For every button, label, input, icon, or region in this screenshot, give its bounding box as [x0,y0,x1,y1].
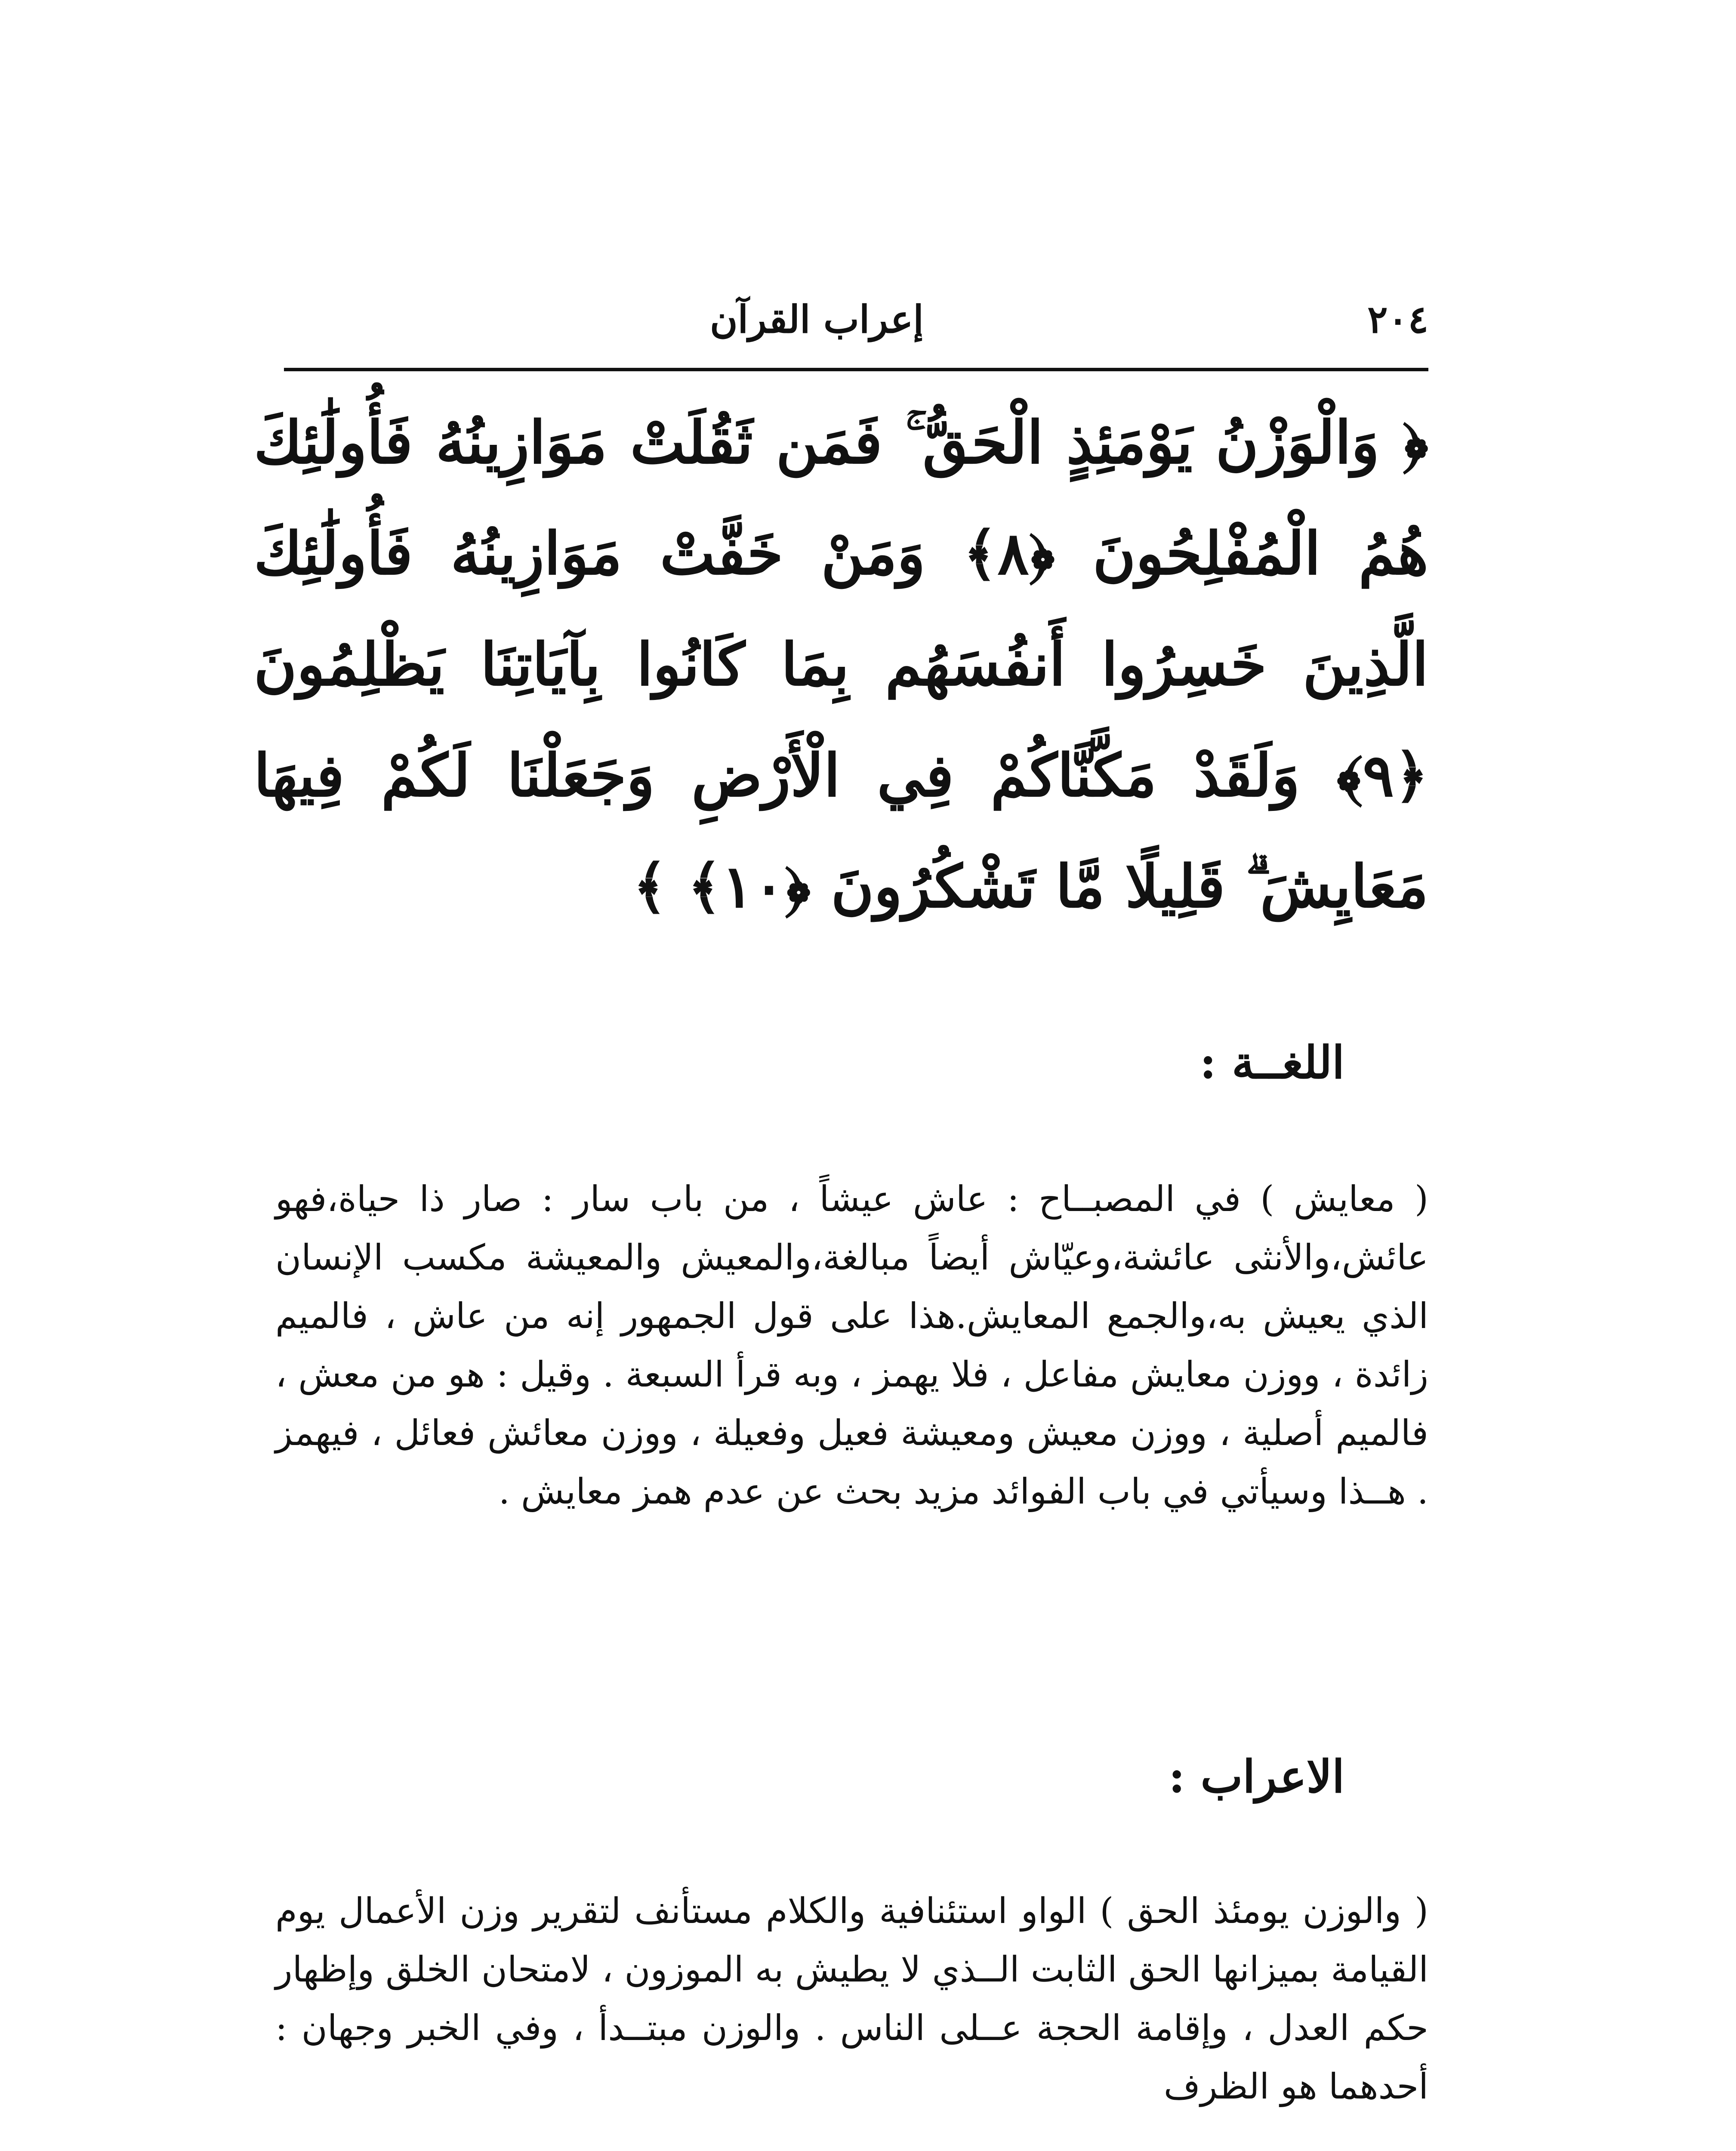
page-header [284,284,1428,357]
irab-paragraph: ( والوزن يومئذ الحق ) الواو استئنافية والكلام مستأنف لتقرير وزن الأعمال يوم القيامة بميزانها الحق الثابت الــذي لا يطيش به الموزون ، لامتحان الخلق وإظهار حكم العدل ، وإقامة الحجة عــلى الناس . والوزن مبتــدأ ، وفي الخبر وجهان : أحدهما هو الظرف [275,1891,1428,2107]
book-title: إعراب القرآن [710,297,924,342]
quran-verse-block: ﴿ وَالْوَزْنُ يَوْمَئِذٍ الْحَقُّ ۚ فَمَن ثَقُلَتْ مَوَازِينُهُ فَأُولَٰئِكَ هُمُ الْمُفْلِحُونَ ﴿٨﴾ وَمَنْ خَفَّتْ مَوَازِينُهُ فَأُولَٰئِكَ الَّذِينَ خَسِرُوا أَنفُسَهُم بِمَا كَانُوا بِآيَاتِنَا يَظْلِمُونَ ﴿٩﴾ وَلَقَدْ مَكَّنَّاكُمْ فِي الْأَرْضِ وَجَعَلْنَا لَكُمْ فِيهَا مَعَايِشَ ۗ قَلِيلًا مَّا تَشْكُرُونَ ﴿١٠﴾ ﴾ [254,408,1428,921]
lugha-paragraph: ( معايش ) في المصبــاح : عاش عيشاً ، من باب سار : صار ذا حياة،فهو عائش،والأنثى عائشة،وعيّاش أيضاً مبالغة،والمعيش والمعيشة مكسب الإنسان الذي يعيش به،والجمع المعايش.هذا على قول الجمهور إنه من عاش ، فالميم زائدة ، ووزن معايش مفاعل ، فلا يهمز ، وبه قرأ السبعة . وقيل : هو من معش ، فالميم أصلية ، ووزن معيش ومعيشة فعيل وفعيلة ، ووزن معائش فعائل ، فيهمز . هــذا وسيأتي في باب الفوائد مزيد بحث عن عدم همز معايش . [275,1179,1428,1512]
page-number: ٢٠٤ [1367,297,1428,342]
header-divider [284,368,1428,371]
section-heading-lugha: اللغــة : [1199,1036,1344,1089]
section-heading-irab: الاعراب : [1168,1750,1344,1803]
